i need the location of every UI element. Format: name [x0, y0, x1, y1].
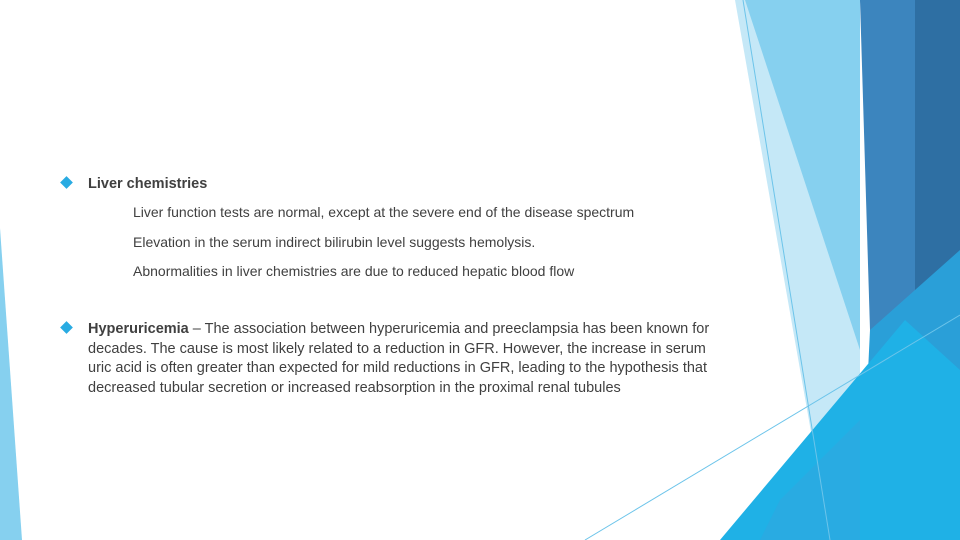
bullet-title: Hyperuricemia — [88, 321, 189, 337]
bullet-paragraph — [88, 320, 728, 398]
sub-item: Abnormalities in liver chemistries are due to reduced hepatic blood flow — [133, 263, 575, 279]
sub-item: Liver function tests are normal, except at the severe end of the disease spectrum — [133, 204, 635, 220]
left-edge-shape — [0, 228, 22, 540]
bullet-body: – The association between hyperuricemia and preeclampsia has been known for decades. The cause is most likely related to a reduction in GFR. However, the increase in serum uric acid is often greater than expected for mild reductions in GFR, leading to the hypothesis that decreased tubular secretion or increased reabsorption in the proximal renal tubules — [88, 321, 710, 396]
sub-item: Elevation in the serum indirect bilirubin level suggests hemolysis. — [133, 234, 536, 250]
bullet-title: Liver chemistries — [88, 176, 208, 192]
